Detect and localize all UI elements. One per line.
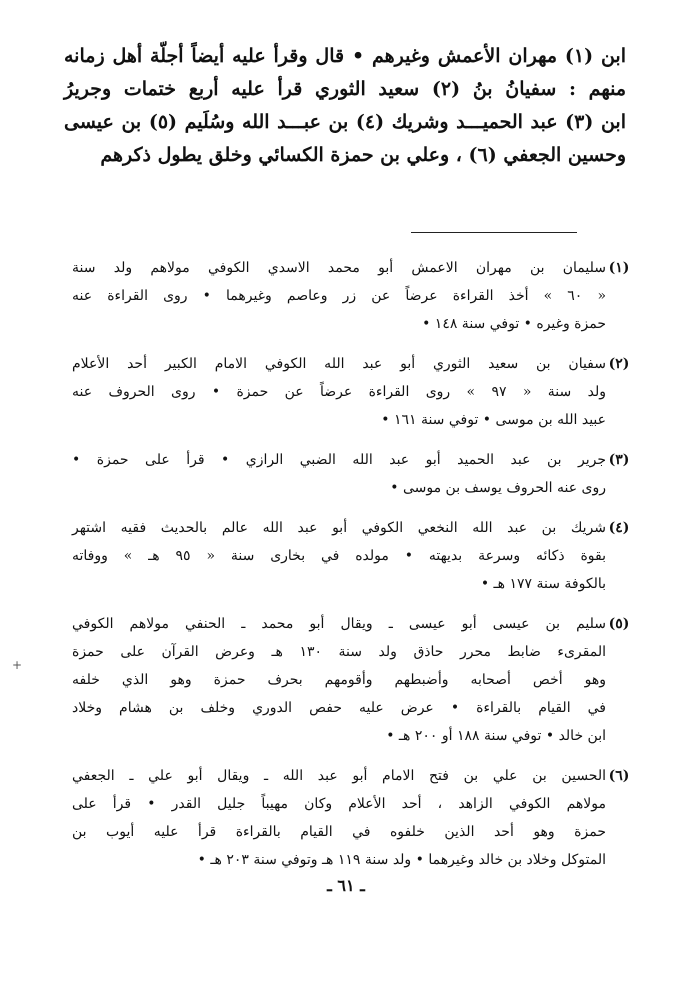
footnote-separator [411, 232, 577, 233]
main-text-line: منهم : سفيانُ بنُ (٢) سعيد الثوري قرأ عليه أربع ختمات وجريرُ [64, 78, 626, 100]
footnote-5 [72, 610, 630, 750]
footnote-number: (٣) [608, 452, 630, 468]
footnote-2 [72, 350, 630, 434]
footnote-line: وهو أخص أصحابه وأضبطهم وأقومهم بحرف حمزة وهو الذي خلفه [72, 672, 606, 688]
footnote-line: روى عنه الحروف يوسف بن موسى • [390, 480, 606, 496]
footnote-4 [72, 514, 630, 598]
footnote-line: حمزة وغيره • توفي سنة ١٤٨ • [422, 316, 606, 332]
footnote-line: ابن خالد • توفي سنة ١٨٨ أو ٢٠٠ هـ • [386, 728, 606, 744]
footnotes-section [72, 254, 630, 886]
main-text-line: ابن (٣) عبد الحميـــد وشريك (٤) بن عبـــد الله وسُلَيم (٥) بن عيسى [64, 111, 627, 133]
main-text-line: وحسين الجعفي (٦) ، وعلي بن حمزة الكسائي وخلق يطول ذكرهم [100, 144, 626, 166]
footnote-line: مولاهم الكوفي الزاهد ، أحد الأعلام وكان مهيباً جليل القدر • قرأ على [72, 796, 606, 812]
footnote-1 [72, 254, 630, 338]
main-text-line: ابن (١) مهران الأعمش وغيرهم • قال وقرأ عليه أيضاً أجلّة أهل زمانه [64, 45, 626, 67]
footnote-line: بقوة ذكائه وسرعة بديهته • مولده في بخارى سنة « ٩٥ هـ » ووفاته [72, 548, 606, 564]
footnote-6 [72, 762, 630, 874]
margin-mark: + [12, 658, 23, 672]
main-text-block [64, 40, 626, 172]
footnote-line: في القيام بالقراءة • عرض عليه حفص الدوري وخلف بن هشام وخلاد [72, 700, 606, 716]
footnote-line: سليم بن عيسى أبو عيسى ـ ويقال أبو محمد ـ الحنفي مولاهم الكوفي [72, 616, 606, 632]
footnote-line: المتوكل وخلاد بن خالد وغيرهما • ولد سنة ١١٩ هـ وتوفي سنة ٢٠٣ هـ • [197, 852, 606, 868]
footnote-number: (٢) [608, 356, 630, 372]
footnote-line: الحسين بن علي بن فتح الامام أبو عبد الله ـ ويقال أبو علي ـ الجعفي [72, 768, 606, 784]
footnote-line: عبيد الله بن موسى • توفي سنة ١٦١ • [381, 412, 606, 428]
footnote-number: (٦) [608, 768, 630, 784]
footnote-line: حمزة وهو أحد الذين خلفوه في القيام بالقراءة قرأ عليه أيوب بن [72, 824, 606, 840]
footnote-line: المقرىء ضابط محرر حاذق ولد سنة ١٣٠ هـ وعرض القرآن على حمزة [72, 644, 606, 660]
footnote-line: سفيان بن سعيد الثوري أبو عبد الله الكوفي الامام الكبير أحد الأعلام [72, 356, 606, 372]
footnote-line: ولد سنة « ٩٧ » روى القراءة عرضاً عن حمزة • روى الحروف عنه [72, 384, 606, 400]
footnote-number: (١) [608, 260, 630, 276]
footnote-line: « ٦٠ » أخذ القراءة عرضاً عن زر وعاصم وغيرهما • روى القراءة عنه [72, 288, 607, 304]
footnote-line: شريك بن عبد الله النخعي الكوفي أبو عبد الله عالم بالحديث فقيه اشتهر [72, 520, 606, 536]
footnote-line: جرير بن عبد الحميد أبو عبد الله الضبي الرازي • قرأ على حمزة • [72, 452, 606, 468]
footnote-number: (٥) [608, 616, 630, 632]
footnote-3 [72, 446, 630, 502]
footnote-line: سليمان بن مهران الاعمش أبو محمد الاسدي الكوفي مولاهم ولد سنة [72, 260, 606, 276]
footnote-line: بالكوفة سنة ١٧٧ هـ • [480, 576, 606, 592]
footnote-number: (٤) [608, 520, 630, 536]
page-number: ـ ٦١ ـ [327, 876, 365, 895]
